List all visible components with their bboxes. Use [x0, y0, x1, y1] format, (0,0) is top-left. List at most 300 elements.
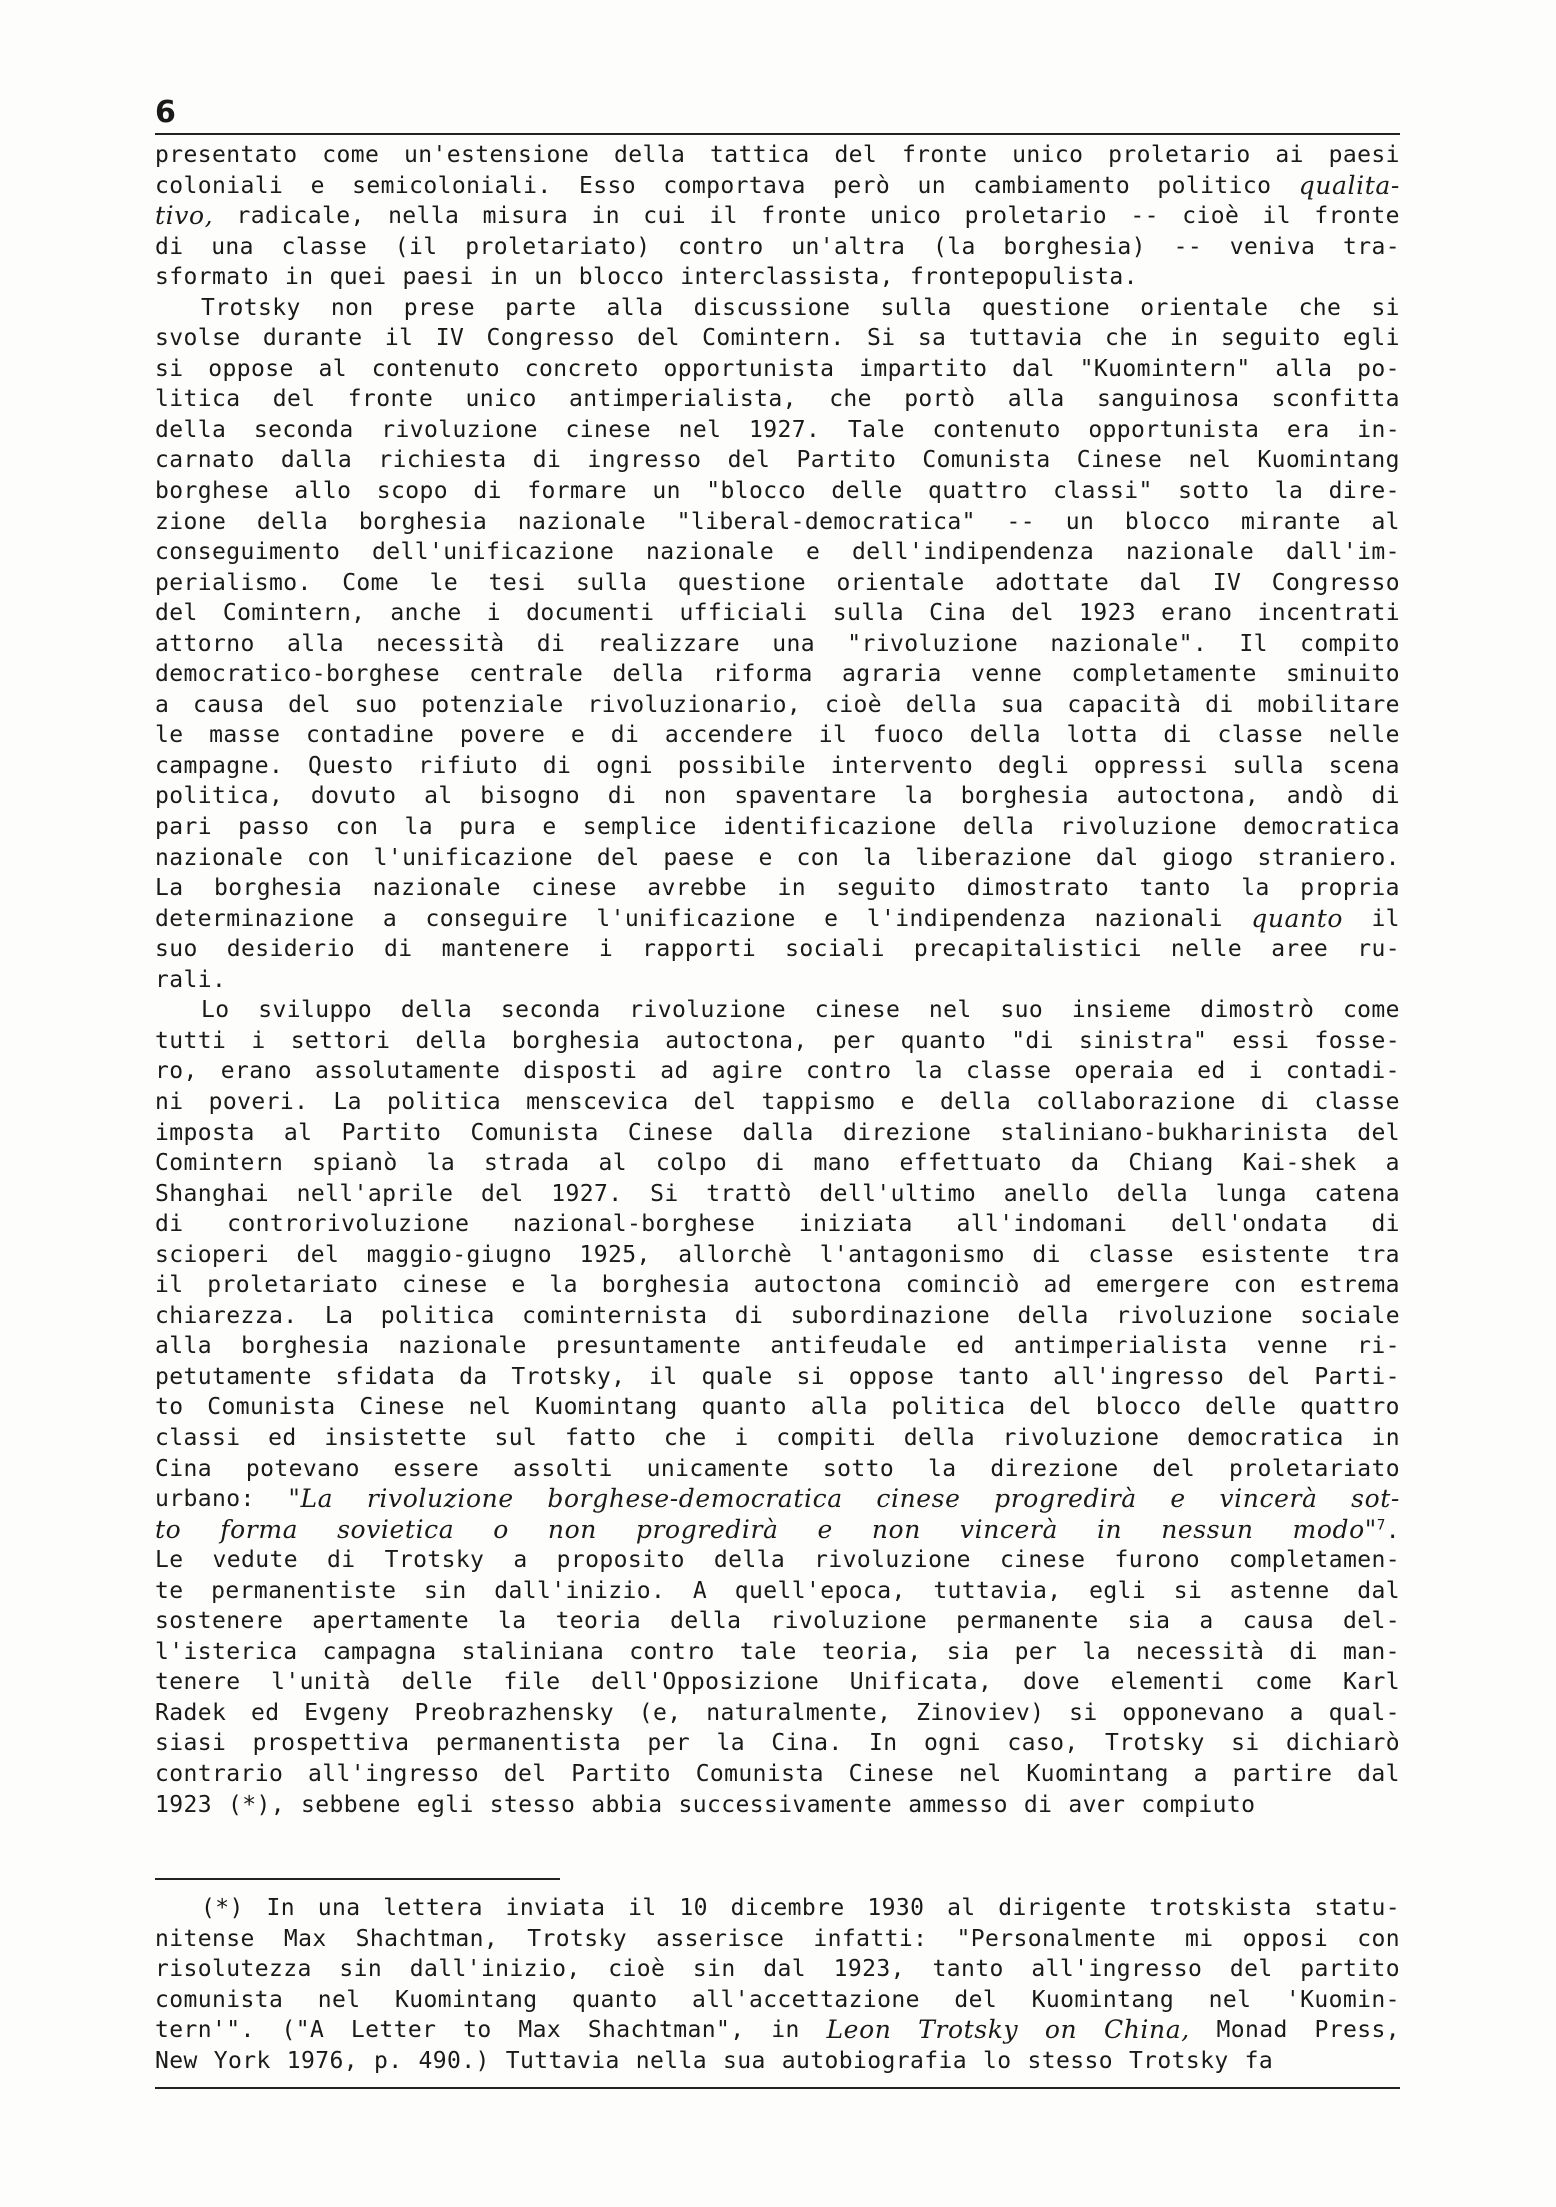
word: perialismo.: [155, 569, 312, 596]
word: cinese: [531, 875, 617, 902]
text-line: [155, 1179, 1400, 1210]
word: autoctona,: [665, 1027, 808, 1054]
word: per: [832, 1027, 876, 1054]
word: tuttavia,: [933, 1577, 1062, 1604]
word: imposta: [155, 1119, 255, 1146]
word: il: [1371, 905, 1400, 932]
word: di: [155, 233, 184, 260]
word: spaventare: [734, 783, 877, 810]
word: borghesia): [1003, 233, 1146, 260]
word: conseguimento: [155, 539, 341, 566]
word: apertamente: [312, 1608, 469, 1635]
word: Partito: [571, 1760, 671, 1787]
word: ad: [1043, 1272, 1073, 1299]
word: a: [1199, 1608, 1214, 1635]
word: suo: [155, 936, 198, 963]
word: antimperialista,: [568, 386, 797, 413]
word: asserisce: [656, 1925, 785, 1952]
text-line: [155, 598, 1400, 629]
word: Trotsky,: [511, 1363, 626, 1390]
word: l'unità: [271, 1669, 371, 1696]
word: contrario: [155, 1760, 284, 1787]
word: contenuto: [371, 355, 500, 382]
word: modo": [1292, 1514, 1377, 1544]
word: e: [824, 905, 839, 932]
word: veniva: [1229, 233, 1316, 260]
word: contenuto: [932, 416, 1061, 443]
word: per: [1014, 1638, 1058, 1665]
text-line: [155, 873, 1400, 904]
word: bisogno: [480, 783, 581, 810]
word: alla: [155, 1333, 212, 1360]
word: Trotsky: [201, 294, 301, 321]
word: 1923: [1079, 600, 1137, 627]
text-line: [155, 781, 1400, 812]
word: mi: [1185, 1925, 1214, 1952]
word: tutti: [155, 1027, 227, 1054]
word: China,: [1103, 2015, 1190, 2045]
word: insistette: [324, 1424, 467, 1451]
word: contro: [629, 1638, 715, 1665]
word: dire-: [1328, 478, 1400, 505]
word: poveri.: [208, 1088, 309, 1115]
word: (*),: [228, 1791, 285, 1818]
word: nel: [468, 1394, 512, 1421]
word: dalla: [742, 1119, 814, 1146]
text-line: [155, 1790, 1400, 1821]
word: in: [1170, 325, 1199, 352]
word: nazionale: [645, 539, 775, 566]
word: coloniali: [155, 172, 284, 199]
word: "La: [288, 1484, 334, 1514]
word: politica,: [155, 783, 284, 810]
word: Partito: [341, 1119, 442, 1146]
word: permanentiste: [211, 1577, 397, 1604]
word: non: [663, 783, 707, 810]
word: nel: [317, 1986, 361, 2013]
word: del: [1357, 1119, 1400, 1146]
text-line: [155, 1606, 1400, 1637]
word: unico: [870, 203, 942, 230]
word: del: [637, 325, 680, 352]
word: Kuomintang: [535, 1394, 678, 1421]
word: rivoluzione: [770, 1608, 928, 1635]
word: dal: [1357, 1760, 1400, 1787]
word: opponevano: [1122, 1699, 1265, 1726]
word: sa: [917, 325, 947, 352]
word: assolutamente: [315, 1058, 501, 1085]
word: Chiang: [1128, 1150, 1214, 1177]
word: compiuto: [1141, 1791, 1256, 1818]
word: autoctona: [753, 1272, 882, 1299]
word: Comunista: [470, 1119, 599, 1146]
word: e: [511, 1272, 526, 1299]
word: qual-: [1328, 1699, 1400, 1726]
text-line: [155, 201, 1400, 232]
word: della: [400, 997, 473, 1024]
word: file: [503, 1669, 561, 1696]
word: p.: [374, 2047, 403, 2074]
word: insieme: [1071, 997, 1172, 1024]
text-line: [155, 934, 1400, 965]
word: Preobrazhensky: [414, 1699, 614, 1726]
text-line: [155, 384, 1400, 415]
word: del: [296, 1241, 340, 1268]
word: o: [493, 1514, 509, 1544]
word: della: [612, 661, 684, 688]
word: del: [1229, 1956, 1273, 1983]
word: che: [1104, 325, 1148, 352]
word: del-: [1342, 1608, 1400, 1635]
word: durante: [262, 325, 363, 352]
word: sconfitta: [1271, 386, 1400, 413]
word: A: [692, 1577, 708, 1604]
word: Comintern: [155, 1150, 284, 1177]
word: autoctona,: [1116, 783, 1260, 810]
word: nazionale".: [1050, 630, 1208, 657]
word: comportava: [663, 172, 806, 199]
word: trotskista: [1149, 1895, 1292, 1921]
word: pura: [459, 814, 517, 841]
word: allorchè: [678, 1241, 793, 1268]
word: caso,: [1007, 1730, 1079, 1757]
word: la: [1274, 478, 1304, 505]
word: alla: [606, 294, 664, 321]
word: questione: [981, 294, 1111, 321]
word: fatto: [564, 1424, 637, 1451]
word: sotto: [822, 1455, 895, 1482]
word: campagne.: [155, 752, 284, 779]
word: quei: [329, 264, 387, 291]
word: Max: [518, 2017, 562, 2044]
word: partito: [1300, 1956, 1400, 1983]
word: cinese: [814, 997, 901, 1024]
word: po-: [1357, 355, 1400, 382]
word: proletariato: [1229, 1455, 1400, 1482]
word: si: [1173, 1577, 1203, 1604]
word: della: [256, 508, 329, 535]
word: 1925,: [579, 1241, 651, 1268]
word: IV: [435, 325, 465, 352]
word: con: [307, 844, 350, 871]
word: 'Kuomin-: [1285, 1986, 1400, 2013]
word: scena: [1328, 752, 1400, 779]
text-line: [155, 843, 1400, 874]
word: straniero.: [1257, 844, 1400, 871]
word: ni: [155, 1088, 184, 1115]
word: partire: [1232, 1760, 1333, 1787]
word: teoria,: [821, 1638, 922, 1665]
word: ufficiali: [679, 600, 808, 627]
word: tuttavia: [968, 325, 1083, 352]
word: strada: [484, 1150, 570, 1177]
word: liberazione: [915, 844, 1073, 871]
word: Kuomintang: [1257, 447, 1400, 474]
word: e: [310, 172, 325, 199]
word: Tale: [847, 416, 905, 443]
word: dicembre: [730, 1895, 845, 1921]
word: sin: [339, 1956, 383, 1983]
word: il: [384, 325, 414, 352]
word: a: [1193, 1760, 1208, 1787]
word: Questo: [307, 752, 394, 779]
word: proletariato): [465, 233, 651, 260]
word: al: [598, 1150, 627, 1177]
text-line: [155, 1026, 1400, 1057]
word: di: [1205, 691, 1234, 718]
word: in: [771, 2017, 800, 2044]
word: tern'".: [155, 2017, 255, 2044]
word: Comintern.: [702, 325, 845, 352]
word: conseguire: [425, 905, 568, 932]
word: le: [429, 569, 459, 596]
word: dimostrato: [966, 875, 1110, 902]
word: presentato: [155, 142, 298, 168]
word: proposito: [556, 1547, 685, 1574]
word: del: [288, 691, 331, 718]
text-line: [155, 812, 1400, 843]
word: ("A: [281, 2017, 325, 2044]
word: di: [532, 447, 562, 474]
word: Trotsky: [1128, 2047, 1229, 2074]
word: necessità: [1136, 1638, 1265, 1665]
word: risolutezza: [155, 1956, 312, 1983]
word: concreto: [524, 355, 639, 382]
word: sulla: [1232, 752, 1304, 779]
word: borghese-democratica: [547, 1484, 843, 1514]
word: catena: [1314, 1180, 1400, 1207]
word: attorno: [155, 630, 255, 657]
word: sfidata: [335, 1363, 436, 1390]
word: compiti: [776, 1424, 877, 1451]
word: paese: [663, 844, 735, 871]
text-line: [155, 1667, 1400, 1698]
text-line: [155, 690, 1400, 721]
word: direzione: [990, 1455, 1119, 1482]
word: alla: [810, 1394, 868, 1421]
word: mirante: [1241, 508, 1341, 535]
word: borghese: [155, 478, 269, 505]
word: borghesia: [358, 508, 488, 535]
word: In: [266, 1895, 295, 1921]
word: politica: [387, 1088, 501, 1115]
word: un: [652, 478, 681, 505]
word: l'isterica: [155, 1638, 298, 1665]
word: all'indomani: [956, 1211, 1128, 1238]
word: essere: [393, 1455, 480, 1482]
word: i: [251, 1027, 266, 1054]
word: aver: [1068, 1791, 1126, 1818]
word: Cinese: [359, 1394, 445, 1421]
text-line: [155, 2015, 1400, 2046]
word: prospettiva: [252, 1730, 410, 1757]
word: fosse-: [1314, 1027, 1400, 1054]
word: "di: [1011, 1027, 1054, 1054]
word: fronte: [347, 386, 434, 413]
word: come: [1342, 997, 1400, 1024]
word: la: [863, 844, 892, 871]
text-line: [155, 1985, 1400, 2016]
word: oppose: [848, 1363, 935, 1390]
word: del: [1152, 1455, 1196, 1482]
word: nel: [958, 1760, 1002, 1787]
word: Cina: [929, 600, 987, 627]
word: classi: [155, 1424, 241, 1451]
word: della: [155, 416, 227, 443]
word: dimostrò: [1200, 997, 1315, 1024]
word: nella: [388, 203, 460, 230]
word: di: [756, 1150, 785, 1177]
word: iniziata: [798, 1211, 913, 1238]
word: andò: [1286, 783, 1344, 810]
word: colpo: [655, 1150, 728, 1177]
word: a: [155, 691, 170, 718]
word: stesso: [489, 1791, 576, 1818]
word: accendere: [664, 722, 794, 749]
word: Shanghai: [155, 1180, 269, 1207]
word: blocco: [1095, 1394, 1182, 1421]
word: rifiuto: [418, 752, 518, 779]
word: era: [1286, 416, 1330, 443]
word: del: [1029, 1394, 1073, 1421]
word: "Personalmente: [956, 1925, 1156, 1952]
word: identificazione: [722, 814, 937, 841]
word: dell'ultimo: [819, 1180, 977, 1207]
word: controrivoluzione: [227, 1211, 470, 1238]
word: La: [333, 1088, 362, 1115]
word: i: [598, 936, 614, 963]
word: menscevica: [526, 1088, 669, 1115]
word: cinese: [876, 1484, 961, 1514]
word: si: [1069, 1699, 1098, 1726]
word: cioè: [824, 691, 882, 718]
word: sulla: [832, 600, 905, 627]
word: infatti:: [813, 1925, 928, 1952]
word: rivoluzione: [814, 1547, 971, 1574]
word: tesi: [488, 569, 546, 596]
text-line: [155, 1954, 1400, 1985]
word: fa: [1244, 2047, 1274, 2074]
word: (e,: [638, 1699, 682, 1726]
word: causa: [1242, 1608, 1314, 1635]
word: discussione: [693, 294, 851, 321]
text-line: [155, 2046, 1400, 2077]
word: nell'aprile: [296, 1180, 454, 1207]
word: la: [549, 1272, 578, 1299]
word: delle: [1205, 1394, 1277, 1421]
word: sostenere: [155, 1608, 284, 1635]
text-line: [155, 415, 1400, 446]
word: tanto: [932, 1956, 1004, 1983]
word: in: [591, 203, 620, 230]
word: progredirà: [994, 1484, 1137, 1514]
word: rivoluzione: [1116, 1302, 1273, 1329]
word: permanentista: [435, 1730, 621, 1757]
word: lunga: [1215, 1180, 1287, 1207]
word: necessità: [376, 630, 505, 657]
word: tenere: [155, 1669, 241, 1696]
word: al: [1371, 508, 1400, 535]
text-line: [155, 171, 1400, 202]
word: Il: [1239, 630, 1268, 657]
word: politico: [1157, 172, 1272, 199]
word: quale: [701, 1363, 773, 1390]
word: anello: [1003, 1180, 1090, 1207]
word: potenziale: [421, 691, 564, 718]
word: semicoloniali.: [352, 172, 552, 199]
text-line: [155, 476, 1400, 507]
word: carnato: [155, 447, 255, 474]
text-line: [155, 1728, 1400, 1759]
header-rule: [155, 133, 1400, 135]
word: giogo: [1162, 844, 1234, 871]
word: venne: [1256, 1333, 1328, 1360]
word: sua: [1000, 691, 1044, 718]
word: Lo: [201, 997, 230, 1024]
word: Kai-shek: [1242, 1150, 1357, 1177]
word: autobiografia: [781, 2047, 967, 2074]
word: interclassista,: [680, 264, 894, 291]
word: l'unificazione: [373, 844, 574, 871]
word: Comunista: [207, 1394, 336, 1421]
word: (la: [932, 233, 976, 260]
word: della: [969, 722, 1041, 749]
text-line: [155, 568, 1400, 599]
text-line: [155, 1515, 1400, 1546]
word: dal: [763, 1956, 806, 1983]
word: forma: [220, 1514, 299, 1544]
word: Comunista: [695, 1760, 824, 1787]
word: adottate: [995, 569, 1110, 596]
text-line: [155, 1392, 1400, 1423]
text-line: [155, 232, 1400, 263]
word: precapitalistici: [913, 936, 1142, 963]
word: pari: [155, 814, 212, 841]
word: Press,: [1314, 2017, 1400, 2044]
word: per: [647, 1730, 691, 1757]
word: oppose: [208, 355, 294, 382]
word: desiderio: [226, 936, 356, 963]
word: La: [324, 1302, 354, 1329]
word: sebbene: [301, 1791, 401, 1818]
text-line: [155, 1362, 1400, 1393]
word: inviata: [505, 1895, 606, 1921]
word: classe: [1217, 722, 1303, 749]
word: petutamente: [155, 1363, 312, 1390]
word: di: [734, 1302, 764, 1329]
word: quanto: [571, 1986, 658, 2013]
word: Kuomintang: [394, 1986, 538, 2013]
word: alla: [1275, 355, 1333, 382]
word: un'altra: [791, 233, 906, 260]
text-line: [155, 1576, 1400, 1607]
word: contro: [678, 233, 764, 260]
word: teoria: [555, 1608, 642, 1635]
word: in: [1096, 1514, 1123, 1544]
word: di: [1163, 722, 1192, 749]
word: democratica: [1187, 1424, 1344, 1451]
word: sia: [1127, 1608, 1171, 1635]
word: nelle: [1328, 722, 1400, 749]
word: Trotsky: [527, 1925, 627, 1952]
word: dall'inizio,: [409, 1956, 581, 1983]
word: siasi: [155, 1730, 227, 1757]
word: essi: [1232, 1027, 1290, 1054]
word: l'unificazione: [596, 905, 796, 932]
word: rali.: [155, 966, 227, 993]
word: 1923,: [833, 1956, 905, 1983]
word: la: [1082, 1638, 1111, 1665]
